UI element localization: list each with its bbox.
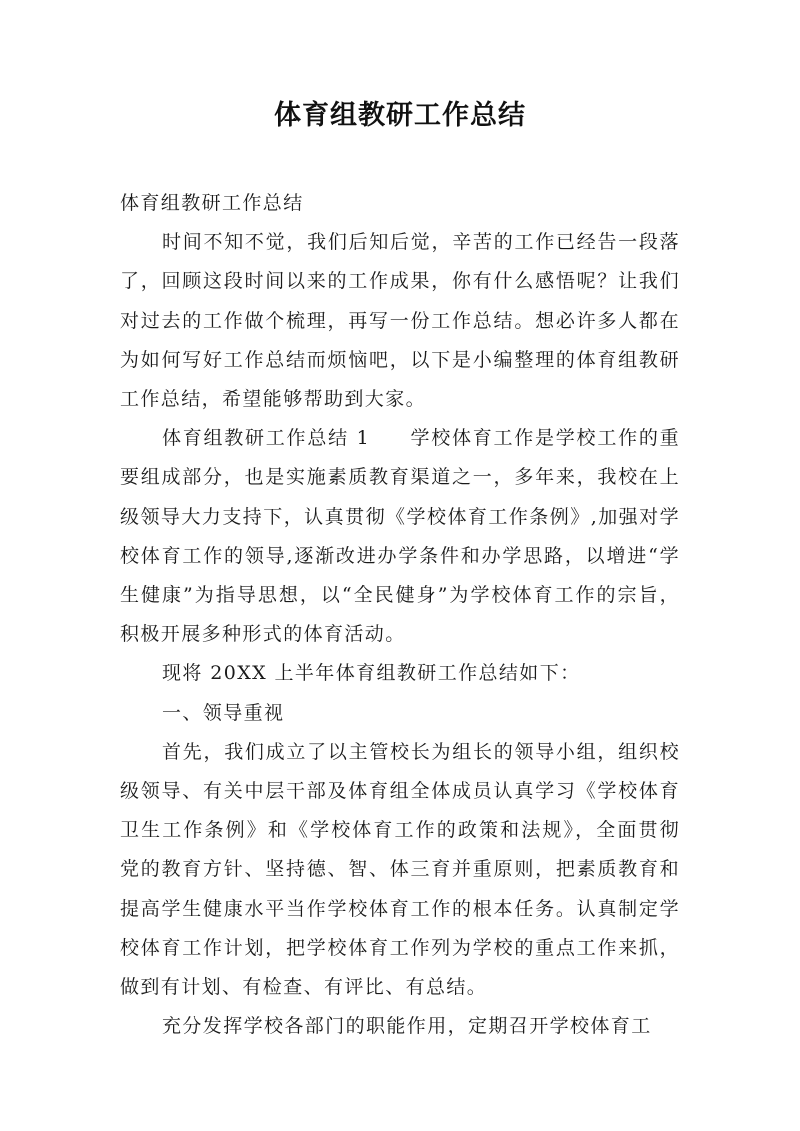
document-body	[120, 184, 680, 1046]
section1-heading: 一、领导重视	[162, 701, 285, 724]
summary1-heading: 体育组教研工作总结 1	[162, 427, 371, 450]
section1-paragraph-2: 充分发挥学校各部门的职能作用，定期召开学校体育工	[162, 1015, 652, 1038]
summary1-text: 学校体育工作是学校工作的重要组成部分，也是实施素质教育渠道之一，多年来，我校在上级领导大力支持下，认真贯彻《学校体育工作条例》,加强对学校体育工作的领导,逐渐改进办学条件和办学思路，以增进“学生健康”为指导思想，以“全民健身”为学校体育工作的宗旨，积极开展多种形式的体育活动。	[120, 427, 680, 646]
document-subtitle: 体育组教研工作总结	[120, 192, 304, 214]
intro-paragraph: 时间不知不觉，我们后知后觉，辛苦的工作已经告一段落了，回顾这段时间以来的工作成果，你有什么感悟呢？让我们对过去的工作做个梳理，再写一份工作总结。想必许多人都在为如何写好工作总结而烦恼吧，以下是小编整理的体育组教研工作总结，希望能够帮助到大家。	[120, 231, 680, 411]
summary1-paragraph	[120, 419, 680, 654]
summary-intro-paragraph: 现将 20XX 上半年体育组教研工作总结如下：	[162, 662, 581, 685]
section1-paragraph-1: 首先，我们成立了以主管校长为组长的领导小组，组织校级领导、有关中层干部及体育组全体成员认真学习《学校体育卫生工作条例》和《学校体育工作的政策和法规》，全面贯彻党的教育方针、坚持德、智、体三育并重原则，把素质教育和提高学生健康水平当作学校体育工作的根本任务。认真制定学校体育工作计划，把学校体育工作列为学校的重点工作来抓，做到有计划、有检查、有评比、有总结。	[120, 740, 680, 999]
document-title: 体育组教研工作总结	[274, 100, 526, 131]
